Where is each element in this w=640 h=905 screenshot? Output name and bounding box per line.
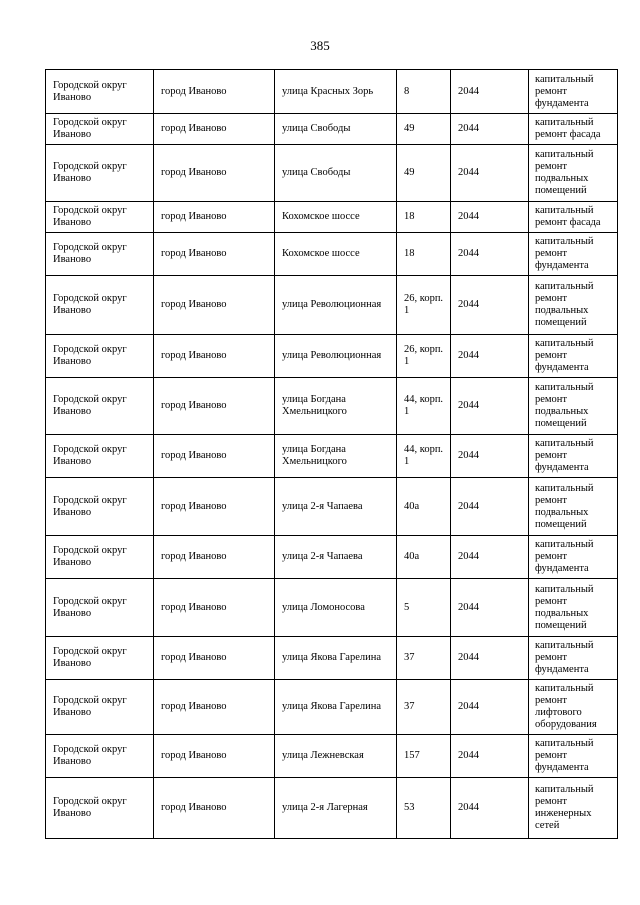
page-number: 385: [310, 38, 330, 53]
city-cell: город Иваново: [154, 70, 275, 114]
street-cell: Кохомское шоссе: [275, 202, 397, 233]
street-cell: улица Богдана Хмельницкого: [275, 378, 397, 435]
year-cell: 2044: [451, 536, 529, 579]
table-row: [46, 735, 618, 778]
table-row: [46, 579, 618, 637]
district-cell: Городской округ Иваново: [46, 276, 154, 335]
work-type-cell: капитальный ремонт фундамента: [529, 735, 618, 778]
work-type-cell: капитальный ремонт фундамента: [529, 70, 618, 114]
house-cell: 5: [397, 579, 451, 637]
street-cell: улица Якова Гарелина: [275, 637, 397, 680]
city-cell: город Иваново: [154, 680, 275, 735]
district-cell: Городской округ Иваново: [46, 70, 154, 114]
district-cell: Городской округ Иваново: [46, 478, 154, 536]
table-row: [46, 70, 618, 114]
year-cell: 2044: [451, 145, 529, 202]
street-cell: улица Революционная: [275, 335, 397, 378]
city-cell: город Иваново: [154, 114, 275, 145]
table-row: [46, 680, 618, 735]
city-cell: город Иваново: [154, 778, 275, 839]
city-cell: город Иваново: [154, 202, 275, 233]
year-cell: 2044: [451, 114, 529, 145]
street-cell: улица Красных Зорь: [275, 70, 397, 114]
house-cell: 157: [397, 735, 451, 778]
house-cell: 26, корп. 1: [397, 276, 451, 335]
city-cell: город Иваново: [154, 637, 275, 680]
table-row: [46, 637, 618, 680]
city-cell: город Иваново: [154, 536, 275, 579]
table-row: [46, 378, 618, 435]
house-cell: 53: [397, 778, 451, 839]
year-cell: 2044: [451, 735, 529, 778]
city-cell: город Иваново: [154, 435, 275, 478]
city-cell: город Иваново: [154, 145, 275, 202]
house-cell: 37: [397, 637, 451, 680]
year-cell: 2044: [451, 579, 529, 637]
district-cell: Городской округ Иваново: [46, 579, 154, 637]
street-cell: улица Свободы: [275, 114, 397, 145]
repair-schedule-table: [45, 69, 618, 839]
work-type-cell: капитальный ремонт подвальных помещений: [529, 579, 618, 637]
district-cell: Городской округ Иваново: [46, 536, 154, 579]
street-cell: улица Ломоносова: [275, 579, 397, 637]
district-cell: Городской округ Иваново: [46, 778, 154, 839]
year-cell: 2044: [451, 70, 529, 114]
street-cell: улица Богдана Хмельницкого: [275, 435, 397, 478]
house-cell: 8: [397, 70, 451, 114]
street-cell: улица Свободы: [275, 145, 397, 202]
street-cell: улица Якова Гарелина: [275, 680, 397, 735]
table-row: [46, 536, 618, 579]
street-cell: Кохомское шоссе: [275, 233, 397, 276]
table-row: [46, 202, 618, 233]
year-cell: 2044: [451, 478, 529, 536]
table-row: [46, 335, 618, 378]
work-type-cell: капитальный ремонт инженерных сетей: [529, 778, 618, 839]
house-cell: 37: [397, 680, 451, 735]
city-cell: город Иваново: [154, 378, 275, 435]
street-cell: улица Революционная: [275, 276, 397, 335]
street-cell: улица Лежневская: [275, 735, 397, 778]
city-cell: город Иваново: [154, 735, 275, 778]
work-type-cell: капитальный ремонт подвальных помещений: [529, 145, 618, 202]
district-cell: Городской округ Иваново: [46, 680, 154, 735]
year-cell: 2044: [451, 378, 529, 435]
street-cell: улица 2-я Лагерная: [275, 778, 397, 839]
house-cell: 44, корп. 1: [397, 435, 451, 478]
table-row: [46, 233, 618, 276]
work-type-cell: капитальный ремонт фундамента: [529, 536, 618, 579]
table-row: [46, 478, 618, 536]
house-cell: 49: [397, 145, 451, 202]
house-cell: 26, корп. 1: [397, 335, 451, 378]
table-row: [46, 276, 618, 335]
house-cell: 18: [397, 233, 451, 276]
work-type-cell: капитальный ремонт подвальных помещений: [529, 378, 618, 435]
work-type-cell: капитальный ремонт подвальных помещений: [529, 276, 618, 335]
year-cell: 2044: [451, 637, 529, 680]
district-cell: Городской округ Иваново: [46, 735, 154, 778]
city-cell: город Иваново: [154, 233, 275, 276]
house-cell: 44, корп. 1: [397, 378, 451, 435]
house-cell: 40а: [397, 478, 451, 536]
table-row: [46, 778, 618, 839]
house-cell: 18: [397, 202, 451, 233]
year-cell: 2044: [451, 202, 529, 233]
street-cell: улица 2-я Чапаева: [275, 478, 397, 536]
city-cell: город Иваново: [154, 335, 275, 378]
work-type-cell: капитальный ремонт фундамента: [529, 637, 618, 680]
work-type-cell: капитальный ремонт фундамента: [529, 435, 618, 478]
year-cell: 2044: [451, 335, 529, 378]
year-cell: 2044: [451, 680, 529, 735]
city-cell: город Иваново: [154, 478, 275, 536]
street-cell: улица 2-я Чапаева: [275, 536, 397, 579]
district-cell: Городской округ Иваново: [46, 378, 154, 435]
house-cell: 40а: [397, 536, 451, 579]
district-cell: Городской округ Иваново: [46, 435, 154, 478]
district-cell: Городской округ Иваново: [46, 233, 154, 276]
district-cell: Городской округ Иваново: [46, 637, 154, 680]
city-cell: город Иваново: [154, 579, 275, 637]
work-type-cell: капитальный ремонт фасада: [529, 114, 618, 145]
table-row: [46, 435, 618, 478]
city-cell: город Иваново: [154, 276, 275, 335]
table-row: [46, 114, 618, 145]
work-type-cell: капитальный ремонт фундамента: [529, 233, 618, 276]
work-type-cell: капитальный ремонт подвальных помещений: [529, 478, 618, 536]
year-cell: 2044: [451, 276, 529, 335]
house-cell: 49: [397, 114, 451, 145]
district-cell: Городской округ Иваново: [46, 145, 154, 202]
work-type-cell: капитальный ремонт лифтового оборудования: [529, 680, 618, 735]
year-cell: 2044: [451, 435, 529, 478]
district-cell: Городской округ Иваново: [46, 335, 154, 378]
work-type-cell: капитальный ремонт фундамента: [529, 335, 618, 378]
table-row: [46, 145, 618, 202]
work-type-cell: капитальный ремонт фасада: [529, 202, 618, 233]
district-cell: Городской округ Иваново: [46, 202, 154, 233]
year-cell: 2044: [451, 233, 529, 276]
year-cell: 2044: [451, 778, 529, 839]
district-cell: Городской округ Иваново: [46, 114, 154, 145]
